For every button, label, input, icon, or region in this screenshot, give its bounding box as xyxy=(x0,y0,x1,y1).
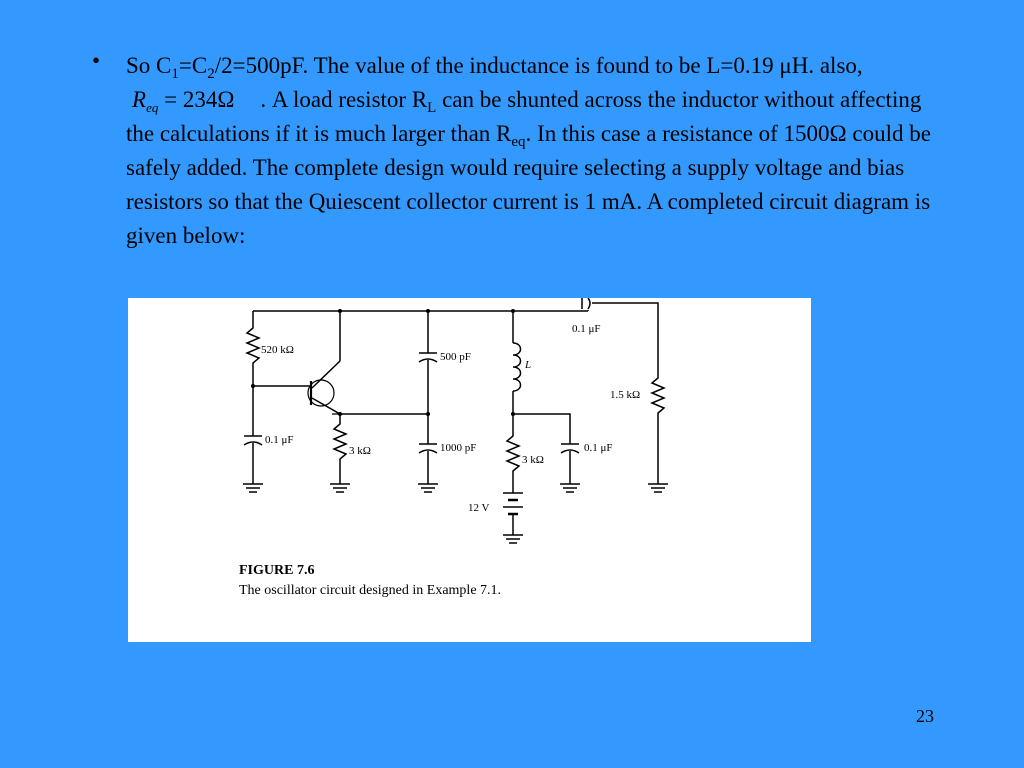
label-emitter-resistor: 3 kΩ xyxy=(349,445,371,457)
label-c2: 1000 pF xyxy=(440,442,477,454)
label-collector-resistor: 3 kΩ xyxy=(522,454,544,466)
coupling-wire xyxy=(588,303,658,373)
label-inductor: L xyxy=(525,359,532,371)
label-c1: 500 pF xyxy=(440,351,471,363)
label-coupling-cap: 0.1 μF xyxy=(572,323,601,335)
label-load-resistor: 1.5 kΩ xyxy=(610,389,641,401)
bullet-marker: • xyxy=(92,48,101,73)
figure-caption: The oscillator circuit designed in Example 7.1. xyxy=(239,583,502,598)
ground-symbols xyxy=(243,484,668,543)
label-supply-voltage: 12 V xyxy=(468,502,490,514)
label-supply-cap: 0.1 μF xyxy=(584,442,613,454)
page-number: 23 xyxy=(916,706,934,726)
figure-title: FIGURE 7.6 xyxy=(239,563,315,578)
body-paragraph: So $C_1=C_2/2=500pF$. The value of the inductance is found to be L=0.19 μH. also, $R_{eq} = 234\Omega$ . A load resistor $R_L$ can be shunted across the inductor without affecting the calculations if it is much larger than $R_{eq}$. In this case a resistance of 1500Ω could be safely added. The complete design would require selecting a supply voltage and bias resistors so that the Quiescent collector current is 1 mA. A completed circuit diagram is given below: xyxy=(126,53,931,248)
label-base-cap: 0.1 μF xyxy=(265,434,294,446)
circuit-figure xyxy=(128,298,811,642)
req-equation: $R_{eq} = 234\Omega$ xyxy=(132,87,235,115)
label-520k: 520 kΩ xyxy=(261,344,294,356)
